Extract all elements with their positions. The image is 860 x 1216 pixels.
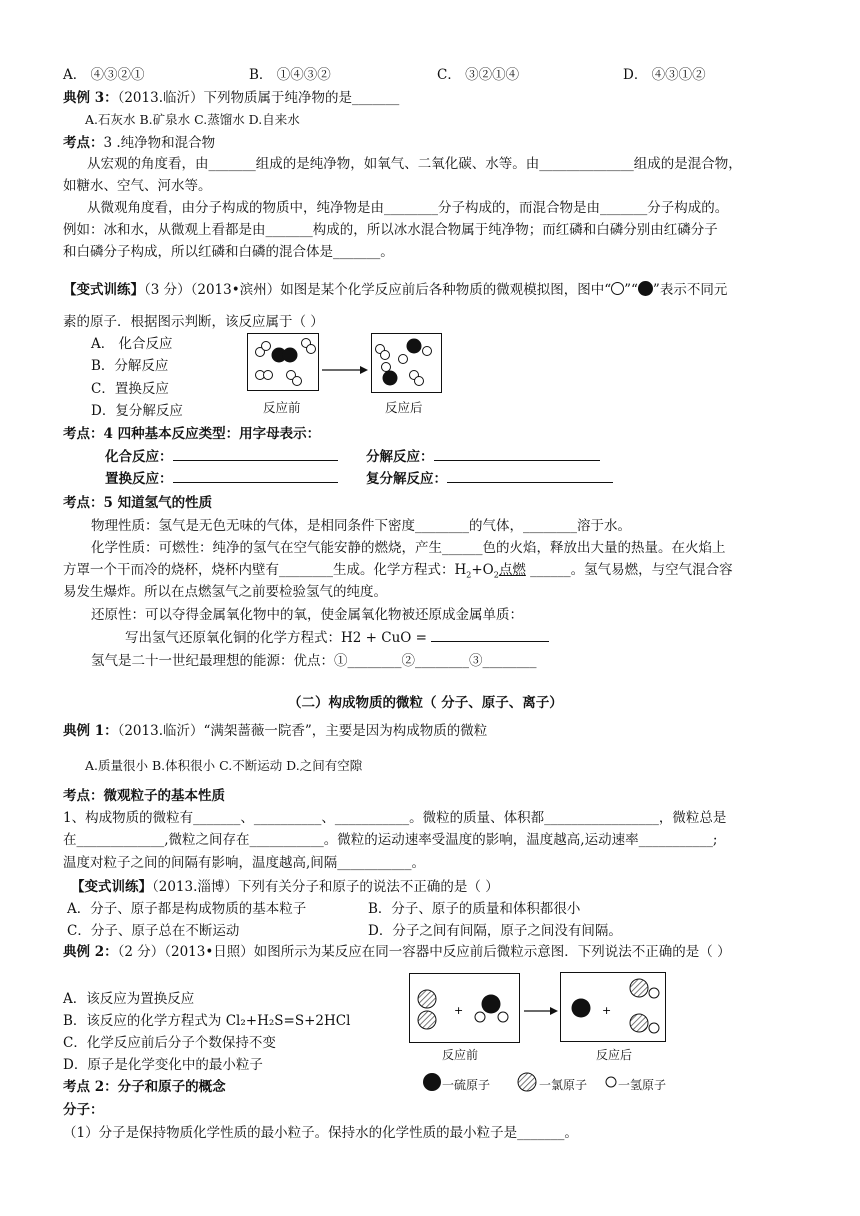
- training-1-text-a: （3 分）（2013•滨州）如图是某个化学反应前后各种物质的微观模拟图，图中“: [144, 282, 612, 298]
- training-1-label: 【变式训练】: [63, 282, 144, 298]
- reaction-before-atoms: [247, 333, 319, 391]
- example-1-options: A.质量很小 B.体积很小 C.不断运动 D.之间有空隙: [85, 758, 363, 773]
- example-2-text: （2 分）（2013•日照）如图所示为某反应在同一容器中反应前后微粒示意图．下列说法不正确的是（ ）: [117, 944, 731, 960]
- reaction-before-label: 反应前: [263, 400, 301, 415]
- legend-chlorine: 一氯原子: [539, 1078, 588, 1092]
- kaodian-micro-l2: 在_____________,微粒之间存在___________。微粒的运动速率受温度的影响，温度越高,运动速率___________;: [63, 832, 718, 848]
- hydrogen-chemical-2: [63, 561, 733, 585]
- hydrogen-energy: 氢气是二十一世纪最理想的能源：优点：①________②________③________: [91, 653, 537, 669]
- example-2-option-a: A．该反应为置换反应: [63, 991, 195, 1007]
- hydrogen-reduction-1: 还原性：可以夺得金属氧化物中的氧，使金属氧化物被还原成金属单质：: [91, 607, 523, 623]
- reaction-arrow-1: [322, 365, 368, 375]
- hydrogen-chemical-2b: ______。氢气易燃，与空气混合容: [525, 562, 733, 578]
- svg-text:+: +: [454, 1004, 464, 1017]
- molecule-heading: 分子：: [63, 1102, 104, 1118]
- training-2-option-c: C．分子、原子总在不断运动: [67, 923, 240, 939]
- hydrogen-chemical-mid: +O: [471, 562, 494, 578]
- training-2-option-d: D．分子之间有间隔，原子之间没有间隔。: [368, 923, 622, 939]
- hydrogen-chemical-3: 易发生爆炸。所以在点燃氢气之前要检验氢气的纯度。: [63, 584, 387, 600]
- example-3: [63, 89, 399, 107]
- hydrogen-chemical-1: 化学性质：可燃性：纯净的氢气在空气能安静的燃烧，产生______色的火焰，释放出大量的热量。在火焰上: [91, 540, 726, 556]
- hydrogen-atom-icon: [605, 1076, 619, 1090]
- kaodian-5-title: 考点：5 知道氢气的性质: [63, 495, 213, 511]
- example-3-text: （2013.临沂）下列物质属于纯净物的是_______: [117, 90, 400, 106]
- ex2-before-atoms: [409, 973, 521, 1043]
- ex2-before-label: 反应前: [442, 1048, 479, 1062]
- displacement-reaction-label: 置换反应：: [105, 471, 173, 487]
- example-2-option-d: D．原子是化学变化中的最小粒子: [63, 1057, 263, 1073]
- decomposition-reaction-label: 分解反应：: [366, 449, 434, 465]
- option-c: C． ③②①④: [437, 67, 520, 83]
- kaodian-2-title: 考点 2：分子和原子的概念: [63, 1079, 226, 1095]
- reaction-after-atoms: [371, 333, 443, 393]
- kaodian-3-p1b: 如糖水、空气、河水等。: [63, 178, 212, 194]
- molecule-definition: （1）分子是保持物质化学性质的最小粒子。保持水的化学性质的最小粒子是_______。: [63, 1125, 578, 1141]
- hydrogen-chemical-2a: 方罩一个干而冷的烧杯，烧杯内壁有________生成。化学方程式：H: [63, 562, 467, 578]
- example-2: [63, 943, 731, 961]
- example-2-label: 典例 2：: [63, 944, 118, 960]
- example-1-label: 典例 1：: [63, 723, 118, 739]
- kaodian-3: [63, 134, 215, 152]
- kaodian-4-row1: [105, 448, 338, 466]
- option-d: D． ④③①②: [623, 67, 706, 83]
- hydrogen-reduction-2: [125, 629, 549, 647]
- combination-reaction-blank: [173, 448, 338, 461]
- combination-reaction-label: 化合反应：: [105, 449, 173, 465]
- equation-blank: [431, 629, 549, 642]
- training-1-line2: 素的原子．根据图示判断，该反应属于（ ）: [63, 314, 324, 330]
- kaodian-4-row4: [366, 470, 613, 488]
- kaodian-micro-l3: 温度对粒子之间的间隔有影响，温度越高,间隔___________。: [63, 855, 426, 871]
- kaodian-3-p2c: 和白磷分子构成，所以红磷和白磷的混合体是_______。: [63, 244, 394, 260]
- black-atom-icon: [638, 281, 653, 296]
- reaction-arrow-2: [524, 1006, 558, 1016]
- kaodian-4-title: 考点：4 四种基本反应类型：用字母表示：: [63, 426, 321, 442]
- ex2-after-label: 反应后: [596, 1048, 633, 1062]
- training-1-text-b: ”“: [624, 282, 638, 298]
- sulfur-atom-icon: [422, 1072, 444, 1094]
- example-3-options: A.石灰水 B.矿泉水 C.蒸馏水 D.自来水: [85, 112, 300, 127]
- white-atom-icon: [611, 282, 624, 295]
- hydrogen-reduction-eq: 写出氢气还原氧化铜的化学方程式：H2 + CuO =: [125, 630, 432, 646]
- training-1-option-c: C．置换反应: [91, 381, 169, 397]
- section-2-title: （二）构成物质的微粒（ 分子、原子、离子）: [288, 695, 563, 711]
- training-2-option-b: B．分子、原子的质量和体积都很小: [368, 901, 581, 917]
- legend-hydrogen: 一氢原子: [618, 1078, 667, 1092]
- training-1-option-b: B．分解反应: [91, 358, 169, 374]
- kaodian-3-p2a: 从微观角度看，由分子构成的物质中，纯净物是由________分子构成的，而混合物是由_______分子构成的。: [87, 200, 729, 216]
- kaodian-4-row3: [105, 470, 338, 488]
- training-2-text: （2013.淄博）下列有关分子和原子的说法不正确的是（ ）: [152, 879, 499, 895]
- sub-2b: 2: [493, 570, 499, 580]
- kaodian-micro-l1: 1、构成物质的微粒有_______、__________、___________。微粒的质量、体积都_________________，微粒总是: [63, 810, 727, 826]
- double-decomposition-blank: [447, 470, 613, 483]
- example-2-option-b: B．该反应的化学方程式为 Cl₂+H₂S=S+2HCl: [63, 1013, 351, 1029]
- example-3-label: 典例 3：: [63, 90, 118, 106]
- displacement-reaction-blank: [173, 470, 338, 483]
- kaodian-4-row2: [366, 448, 600, 466]
- decomposition-reaction-blank: [434, 448, 600, 461]
- kaodian-micro-title: 考点：微观粒子的基本性质: [63, 788, 225, 804]
- training-1-text-c: ”表示不同元: [652, 282, 728, 298]
- training-2-option-a: A．分子、原子都是构成物质的基本粒子: [67, 901, 307, 917]
- legend-sulfur: 一硫原子: [442, 1078, 491, 1092]
- kaodian-3-p1a: 从宏观的角度看，由_______组成的是纯净物，如氧气、二氧化碳、水等。由______________组成的是混合物，: [87, 156, 742, 172]
- chlorine-atom-icon: [517, 1072, 539, 1094]
- kaodian-3-title: 3 .纯净物和混合物: [103, 135, 216, 151]
- kaodian-3-p2b: 例如：冰和水，从微观上看都是由_______构成的，所以冰水混合物属于纯净物；而红磷和白磷分别由红磷分子: [63, 222, 718, 238]
- kaodian-3-label: 考点：: [63, 135, 104, 151]
- example-2-option-c: C．化学反应前后分子个数保持不变: [63, 1035, 276, 1051]
- reaction-after-label: 反应后: [385, 400, 423, 415]
- training-1-option-a: A． 化合反应: [91, 336, 173, 352]
- double-decomposition-label: 复分解反应：: [366, 471, 447, 487]
- option-b: B． ①④③②: [249, 67, 331, 83]
- hydrogen-physical: 物理性质：氢气是无色无味的气体，是相同条件下密度________的气体，________溶于水。: [91, 518, 631, 534]
- training-2-label: 【变式训练】: [71, 879, 152, 895]
- training-1-option-d: D．复分解反应: [91, 403, 183, 419]
- example-1-text: （2013.临沂）“满架蔷薇一院香”，主要是因为构成物质的微粒: [117, 723, 488, 739]
- example-1: [63, 722, 487, 740]
- sub-2a: 2: [466, 570, 472, 580]
- ignition-condition: 点燃: [498, 562, 526, 578]
- training-1-line1: [63, 281, 727, 299]
- training-2: [71, 878, 499, 896]
- ex2-after-atoms: [560, 972, 666, 1042]
- svg-text:+: +: [602, 1004, 612, 1017]
- option-a: A． ④③②①: [63, 67, 145, 83]
